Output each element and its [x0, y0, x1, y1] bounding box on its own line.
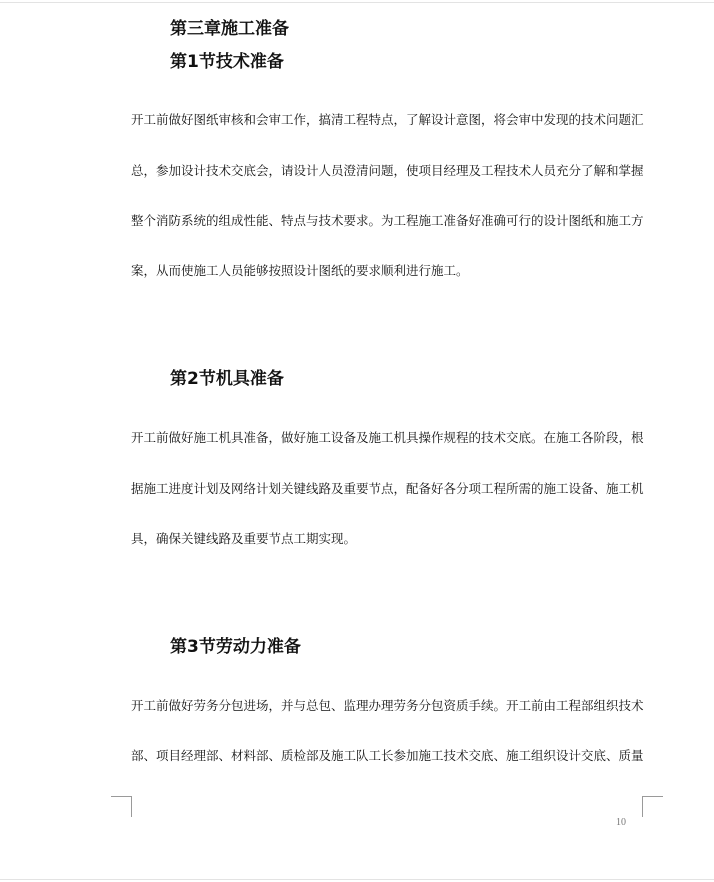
- page-top-edge: [0, 2, 714, 3]
- section-title-equipment: 第2节机具准备: [170, 369, 284, 389]
- section-title-labor: 第3节劳动力准备: [170, 637, 301, 657]
- paragraph-line: 据施工进度计划及网络计划关键线路及重要节点，配备好各分项工程所需的施工设备、施工机: [131, 481, 644, 496]
- paragraph-line: 开工前做好劳务分包进场，并与总包、监理办理劳务分包资质手续。开工前由工程部组织技术: [131, 698, 644, 713]
- margin-corner-mark-right: [642, 796, 663, 817]
- page-number: 10: [616, 817, 626, 828]
- paragraph-line: 案，从而使施工人员能够按照设计图纸的要求顺利进行施工。: [131, 263, 469, 278]
- page-bottom-edge: [0, 879, 714, 880]
- paragraph-line: 具，确保关键线路及重要节点工期实现。: [131, 531, 357, 546]
- section-title-technical: 第1节技术准备: [170, 52, 284, 72]
- paragraph-line: 开工前做好施工机具准备，做好施工设备及施工机具操作规程的技术交底。在施工各阶段，根: [131, 430, 644, 445]
- paragraph-line: 开工前做好图纸审核和会审工作，搞清工程特点，了解设计意图，将会审中发现的技术问题汇: [131, 112, 644, 127]
- paragraph-line: 总，参加设计技术交底会，请设计人员澄清问题，使项目经理及工程技术人员充分了解和掌握: [131, 163, 644, 178]
- chapter-title: 第三章施工准备: [170, 19, 289, 39]
- paragraph-line: 整个消防系统的组成性能、特点与技术要求。为工程施工准备好准确可行的设计图纸和施工方: [131, 213, 644, 228]
- margin-corner-mark-left: [111, 796, 132, 817]
- paragraph-line: 部、项目经理部、材料部、质检部及施工队工长参加施工技术交底、施工组织设计交底、质量: [131, 748, 644, 763]
